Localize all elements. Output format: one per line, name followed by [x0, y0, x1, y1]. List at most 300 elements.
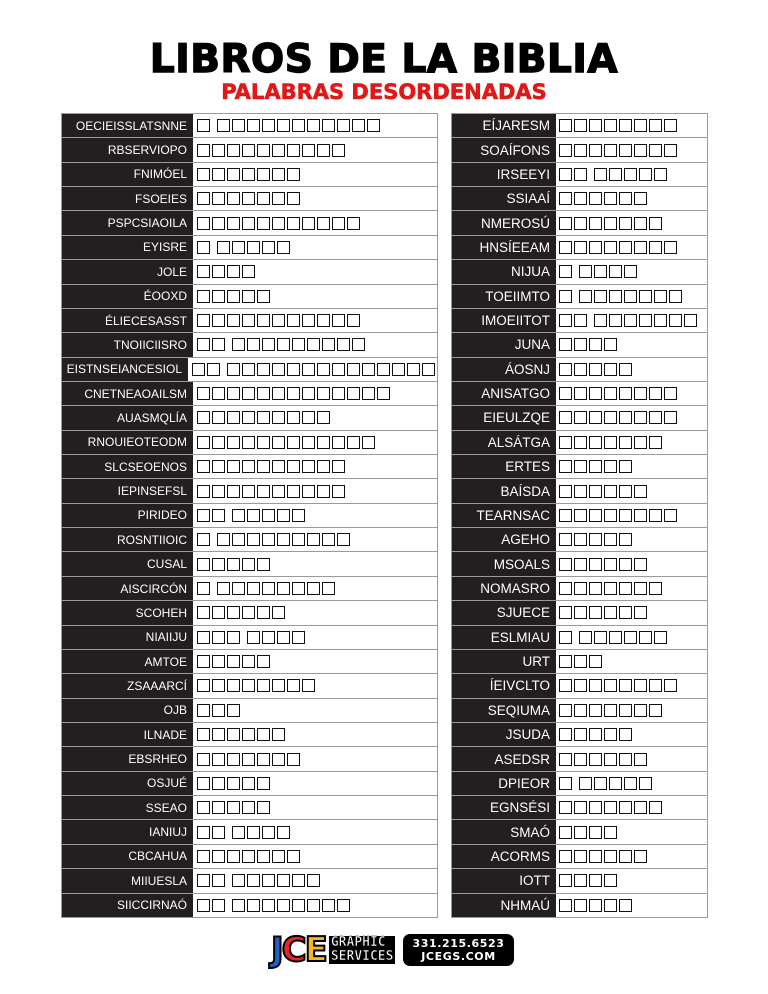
letter-box[interactable] — [559, 777, 572, 790]
letter-box[interactable] — [242, 850, 255, 863]
letter-box[interactable] — [604, 241, 617, 254]
letter-box[interactable] — [664, 679, 677, 692]
letter-box[interactable] — [242, 777, 255, 790]
letter-box[interactable] — [307, 119, 320, 132]
letter-box[interactable] — [197, 777, 210, 790]
letter-box[interactable] — [302, 411, 315, 424]
letter-box[interactable] — [242, 728, 255, 741]
letter-box[interactable] — [257, 290, 270, 303]
answer-boxes[interactable] — [193, 820, 292, 843]
letter-box[interactable] — [287, 850, 300, 863]
letter-box[interactable] — [227, 631, 240, 644]
letter-box[interactable] — [192, 363, 205, 376]
letter-box[interactable] — [242, 265, 255, 278]
letter-box[interactable] — [307, 582, 320, 595]
letter-box[interactable] — [604, 217, 617, 230]
letter-box[interactable] — [197, 338, 210, 351]
letter-box[interactable] — [347, 217, 360, 230]
letter-box[interactable] — [242, 436, 255, 449]
letter-box[interactable] — [619, 704, 632, 717]
letter-box[interactable] — [272, 606, 285, 619]
letter-box[interactable] — [317, 217, 330, 230]
letter-box[interactable] — [292, 631, 305, 644]
letter-box[interactable] — [574, 217, 587, 230]
letter-box[interactable] — [559, 509, 572, 522]
letter-box[interactable] — [609, 777, 622, 790]
letter-box[interactable] — [212, 704, 225, 717]
letter-box[interactable] — [574, 411, 587, 424]
letter-box[interactable] — [212, 436, 225, 449]
letter-box[interactable] — [302, 436, 315, 449]
letter-box[interactable] — [624, 631, 637, 644]
answer-boxes[interactable] — [193, 869, 322, 892]
letter-box[interactable] — [227, 704, 240, 717]
letter-box[interactable] — [212, 387, 225, 400]
letter-box[interactable] — [217, 119, 230, 132]
answer-boxes[interactable] — [556, 699, 664, 722]
answer-boxes[interactable] — [556, 406, 679, 429]
letter-box[interactable] — [247, 631, 260, 644]
answer-boxes[interactable] — [193, 211, 362, 234]
letter-box[interactable] — [619, 582, 632, 595]
letter-box[interactable] — [649, 801, 662, 814]
answer-boxes[interactable] — [556, 236, 679, 259]
letter-box[interactable] — [574, 558, 587, 571]
answer-boxes[interactable] — [556, 382, 679, 405]
letter-box[interactable] — [307, 338, 320, 351]
letter-box[interactable] — [272, 850, 285, 863]
letter-box[interactable] — [589, 144, 602, 157]
letter-box[interactable] — [227, 265, 240, 278]
answer-boxes[interactable] — [193, 138, 347, 161]
letter-box[interactable] — [604, 606, 617, 619]
letter-box[interactable] — [287, 168, 300, 181]
letter-box[interactable] — [262, 509, 275, 522]
answer-boxes[interactable] — [193, 699, 242, 722]
letter-box[interactable] — [634, 241, 647, 254]
letter-box[interactable] — [242, 558, 255, 571]
letter-box[interactable] — [262, 631, 275, 644]
letter-box[interactable] — [604, 533, 617, 546]
letter-box[interactable] — [242, 801, 255, 814]
answer-boxes[interactable] — [193, 455, 347, 478]
letter-box[interactable] — [227, 728, 240, 741]
letter-box[interactable] — [242, 485, 255, 498]
answer-boxes[interactable] — [556, 138, 679, 161]
letter-box[interactable] — [579, 631, 592, 644]
letter-box[interactable] — [197, 874, 210, 887]
letter-box[interactable] — [227, 411, 240, 424]
letter-box[interactable] — [649, 679, 662, 692]
letter-box[interactable] — [227, 801, 240, 814]
letter-box[interactable] — [247, 899, 260, 912]
answer-boxes[interactable] — [556, 163, 669, 186]
letter-box[interactable] — [332, 144, 345, 157]
letter-box[interactable] — [559, 899, 572, 912]
answer-boxes[interactable] — [556, 285, 684, 308]
letter-box[interactable] — [634, 217, 647, 230]
letter-box[interactable] — [619, 436, 632, 449]
letter-box[interactable] — [232, 338, 245, 351]
letter-box[interactable] — [574, 533, 587, 546]
letter-box[interactable] — [227, 144, 240, 157]
letter-box[interactable] — [654, 168, 667, 181]
letter-box[interactable] — [197, 826, 210, 839]
letter-box[interactable] — [332, 436, 345, 449]
letter-box[interactable] — [634, 704, 647, 717]
letter-box[interactable] — [634, 801, 647, 814]
letter-box[interactable] — [574, 606, 587, 619]
answer-boxes[interactable] — [556, 187, 649, 210]
letter-box[interactable] — [257, 655, 270, 668]
letter-box[interactable] — [649, 119, 662, 132]
letter-box[interactable] — [604, 679, 617, 692]
letter-box[interactable] — [197, 265, 210, 278]
letter-box[interactable] — [649, 704, 662, 717]
letter-box[interactable] — [227, 777, 240, 790]
letter-box[interactable] — [392, 363, 405, 376]
letter-box[interactable] — [559, 241, 572, 254]
letter-box[interactable] — [337, 119, 350, 132]
letter-box[interactable] — [574, 728, 587, 741]
letter-box[interactable] — [634, 509, 647, 522]
letter-box[interactable] — [639, 290, 652, 303]
answer-boxes[interactable] — [193, 406, 332, 429]
letter-box[interactable] — [579, 290, 592, 303]
letter-box[interactable] — [217, 533, 230, 546]
letter-box[interactable] — [594, 168, 607, 181]
letter-box[interactable] — [559, 753, 572, 766]
letter-box[interactable] — [232, 509, 245, 522]
letter-box[interactable] — [317, 485, 330, 498]
answer-boxes[interactable] — [556, 577, 664, 600]
answer-boxes[interactable] — [193, 504, 307, 527]
letter-box[interactable] — [212, 874, 225, 887]
letter-box[interactable] — [227, 436, 240, 449]
letter-box[interactable] — [664, 509, 677, 522]
letter-box[interactable] — [407, 363, 420, 376]
letter-box[interactable] — [559, 728, 572, 741]
letter-box[interactable] — [634, 411, 647, 424]
letter-box[interactable] — [619, 509, 632, 522]
letter-box[interactable] — [257, 777, 270, 790]
letter-box[interactable] — [197, 290, 210, 303]
letter-box[interactable] — [242, 290, 255, 303]
letter-box[interactable] — [574, 509, 587, 522]
answer-boxes[interactable] — [556, 796, 664, 819]
answer-boxes[interactable] — [556, 869, 619, 892]
letter-box[interactable] — [589, 217, 602, 230]
letter-box[interactable] — [257, 850, 270, 863]
letter-box[interactable] — [322, 582, 335, 595]
letter-box[interactable] — [654, 290, 667, 303]
letter-box[interactable] — [242, 460, 255, 473]
letter-box[interactable] — [377, 387, 390, 400]
letter-box[interactable] — [619, 679, 632, 692]
letter-box[interactable] — [247, 874, 260, 887]
letter-box[interactable] — [604, 460, 617, 473]
letter-box[interactable] — [619, 753, 632, 766]
letter-box[interactable] — [619, 460, 632, 473]
letter-box[interactable] — [302, 485, 315, 498]
letter-box[interactable] — [639, 631, 652, 644]
letter-box[interactable] — [272, 387, 285, 400]
letter-box[interactable] — [207, 363, 220, 376]
letter-box[interactable] — [589, 704, 602, 717]
letter-box[interactable] — [292, 899, 305, 912]
letter-box[interactable] — [257, 485, 270, 498]
letter-box[interactable] — [217, 582, 230, 595]
letter-box[interactable] — [362, 387, 375, 400]
letter-box[interactable] — [292, 533, 305, 546]
answer-boxes[interactable] — [556, 358, 634, 381]
letter-box[interactable] — [212, 777, 225, 790]
letter-box[interactable] — [257, 460, 270, 473]
answer-boxes[interactable] — [556, 309, 699, 332]
letter-box[interactable] — [212, 899, 225, 912]
letter-box[interactable] — [227, 850, 240, 863]
letter-box[interactable] — [197, 509, 210, 522]
letter-box[interactable] — [634, 436, 647, 449]
letter-box[interactable] — [232, 899, 245, 912]
letter-box[interactable] — [589, 558, 602, 571]
letter-box[interactable] — [242, 192, 255, 205]
answer-boxes[interactable] — [193, 601, 287, 624]
answer-boxes[interactable] — [193, 577, 337, 600]
letter-box[interactable] — [619, 558, 632, 571]
letter-box[interactable] — [242, 387, 255, 400]
letter-box[interactable] — [262, 826, 275, 839]
letter-box[interactable] — [242, 753, 255, 766]
letter-box[interactable] — [559, 558, 572, 571]
letter-box[interactable] — [574, 850, 587, 863]
letter-box[interactable] — [352, 119, 365, 132]
letter-box[interactable] — [604, 582, 617, 595]
letter-box[interactable] — [559, 217, 572, 230]
letter-box[interactable] — [619, 606, 632, 619]
answer-boxes[interactable] — [556, 747, 649, 770]
answer-boxes[interactable] — [556, 820, 619, 843]
letter-box[interactable] — [227, 290, 240, 303]
letter-box[interactable] — [277, 582, 290, 595]
letter-box[interactable] — [604, 801, 617, 814]
letter-box[interactable] — [639, 168, 652, 181]
letter-box[interactable] — [649, 582, 662, 595]
letter-box[interactable] — [347, 363, 360, 376]
letter-box[interactable] — [232, 582, 245, 595]
letter-box[interactable] — [604, 363, 617, 376]
letter-box[interactable] — [604, 704, 617, 717]
letter-box[interactable] — [362, 436, 375, 449]
letter-box[interactable] — [422, 363, 435, 376]
letter-box[interactable] — [634, 850, 647, 863]
letter-box[interactable] — [287, 460, 300, 473]
letter-box[interactable] — [589, 826, 602, 839]
letter-box[interactable] — [272, 460, 285, 473]
answer-boxes[interactable] — [556, 894, 634, 917]
letter-box[interactable] — [589, 850, 602, 863]
letter-box[interactable] — [589, 582, 602, 595]
letter-box[interactable] — [634, 192, 647, 205]
letter-box[interactable] — [302, 314, 315, 327]
letter-box[interactable] — [212, 679, 225, 692]
letter-box[interactable] — [212, 753, 225, 766]
letter-box[interactable] — [212, 558, 225, 571]
letter-box[interactable] — [212, 460, 225, 473]
letter-box[interactable] — [212, 338, 225, 351]
letter-box[interactable] — [589, 338, 602, 351]
letter-box[interactable] — [257, 679, 270, 692]
answer-boxes[interactable] — [193, 772, 272, 795]
letter-box[interactable] — [654, 314, 667, 327]
answer-boxes[interactable] — [193, 333, 367, 356]
letter-box[interactable] — [634, 753, 647, 766]
letter-box[interactable] — [247, 241, 260, 254]
letter-box[interactable] — [559, 485, 572, 498]
letter-box[interactable] — [287, 144, 300, 157]
letter-box[interactable] — [277, 533, 290, 546]
letter-box[interactable] — [212, 606, 225, 619]
letter-box[interactable] — [559, 387, 572, 400]
letter-box[interactable] — [227, 655, 240, 668]
letter-box[interactable] — [227, 168, 240, 181]
letter-box[interactable] — [247, 826, 260, 839]
letter-box[interactable] — [197, 485, 210, 498]
letter-box[interactable] — [574, 582, 587, 595]
answer-boxes[interactable] — [193, 382, 392, 405]
letter-box[interactable] — [212, 509, 225, 522]
answer-boxes[interactable] — [193, 650, 272, 673]
letter-box[interactable] — [227, 679, 240, 692]
letter-box[interactable] — [574, 241, 587, 254]
answer-boxes[interactable] — [556, 479, 649, 502]
letter-box[interactable] — [624, 265, 637, 278]
letter-box[interactable] — [197, 460, 210, 473]
letter-box[interactable] — [574, 826, 587, 839]
letter-box[interactable] — [559, 850, 572, 863]
letter-box[interactable] — [227, 460, 240, 473]
letter-box[interactable] — [619, 411, 632, 424]
letter-box[interactable] — [579, 265, 592, 278]
letter-box[interactable] — [574, 704, 587, 717]
letter-box[interactable] — [277, 899, 290, 912]
letter-box[interactable] — [307, 874, 320, 887]
letter-box[interactable] — [257, 728, 270, 741]
letter-box[interactable] — [619, 144, 632, 157]
letter-box[interactable] — [559, 606, 572, 619]
letter-box[interactable] — [574, 874, 587, 887]
letter-box[interactable] — [589, 460, 602, 473]
letter-box[interactable] — [649, 144, 662, 157]
letter-box[interactable] — [287, 679, 300, 692]
letter-box[interactable] — [317, 314, 330, 327]
letter-box[interactable] — [262, 533, 275, 546]
answer-boxes[interactable] — [556, 552, 649, 575]
letter-box[interactable] — [272, 314, 285, 327]
letter-box[interactable] — [559, 363, 572, 376]
letter-box[interactable] — [574, 460, 587, 473]
letter-box[interactable] — [247, 338, 260, 351]
letter-box[interactable] — [634, 387, 647, 400]
letter-box[interactable] — [232, 119, 245, 132]
letter-box[interactable] — [197, 168, 210, 181]
letter-box[interactable] — [302, 387, 315, 400]
answer-boxes[interactable] — [193, 845, 302, 868]
letter-box[interactable] — [257, 192, 270, 205]
letter-box[interactable] — [257, 387, 270, 400]
letter-box[interactable] — [589, 119, 602, 132]
answer-boxes[interactable] — [193, 552, 272, 575]
letter-box[interactable] — [212, 631, 225, 644]
letter-box[interactable] — [594, 777, 607, 790]
letter-box[interactable] — [589, 753, 602, 766]
letter-box[interactable] — [272, 679, 285, 692]
letter-box[interactable] — [332, 387, 345, 400]
letter-box[interactable] — [604, 144, 617, 157]
answer-boxes[interactable] — [193, 796, 272, 819]
letter-box[interactable] — [197, 655, 210, 668]
letter-box[interactable] — [287, 192, 300, 205]
letter-box[interactable] — [589, 801, 602, 814]
answer-boxes[interactable] — [193, 674, 317, 697]
letter-box[interactable] — [574, 801, 587, 814]
letter-box[interactable] — [589, 241, 602, 254]
letter-box[interactable] — [277, 509, 290, 522]
letter-box[interactable] — [307, 899, 320, 912]
letter-box[interactable] — [609, 168, 622, 181]
letter-box[interactable] — [589, 485, 602, 498]
letter-box[interactable] — [649, 509, 662, 522]
letter-box[interactable] — [272, 753, 285, 766]
letter-box[interactable] — [609, 265, 622, 278]
letter-box[interactable] — [287, 753, 300, 766]
answer-boxes[interactable] — [556, 504, 679, 527]
letter-box[interactable] — [287, 314, 300, 327]
letter-box[interactable] — [197, 533, 210, 546]
letter-box[interactable] — [624, 314, 637, 327]
letter-box[interactable] — [227, 485, 240, 498]
answer-boxes[interactable] — [556, 674, 679, 697]
letter-box[interactable] — [212, 314, 225, 327]
letter-box[interactable] — [604, 192, 617, 205]
letter-box[interactable] — [257, 436, 270, 449]
letter-box[interactable] — [604, 728, 617, 741]
answer-boxes[interactable] — [193, 309, 362, 332]
letter-box[interactable] — [262, 899, 275, 912]
letter-box[interactable] — [262, 338, 275, 351]
answer-boxes[interactable] — [556, 601, 649, 624]
letter-box[interactable] — [242, 144, 255, 157]
answer-boxes[interactable] — [556, 845, 649, 868]
letter-box[interactable] — [664, 387, 677, 400]
letter-box[interactable] — [669, 314, 682, 327]
letter-box[interactable] — [212, 411, 225, 424]
letter-box[interactable] — [347, 314, 360, 327]
letter-box[interactable] — [604, 558, 617, 571]
letter-box[interactable] — [589, 387, 602, 400]
letter-box[interactable] — [257, 217, 270, 230]
letter-box[interactable] — [257, 144, 270, 157]
letter-box[interactable] — [292, 338, 305, 351]
letter-box[interactable] — [322, 533, 335, 546]
letter-box[interactable] — [604, 119, 617, 132]
letter-box[interactable] — [362, 363, 375, 376]
letter-box[interactable] — [559, 265, 572, 278]
letter-box[interactable] — [634, 582, 647, 595]
letter-box[interactable] — [227, 192, 240, 205]
answer-boxes[interactable] — [556, 528, 634, 551]
letter-box[interactable] — [197, 217, 210, 230]
